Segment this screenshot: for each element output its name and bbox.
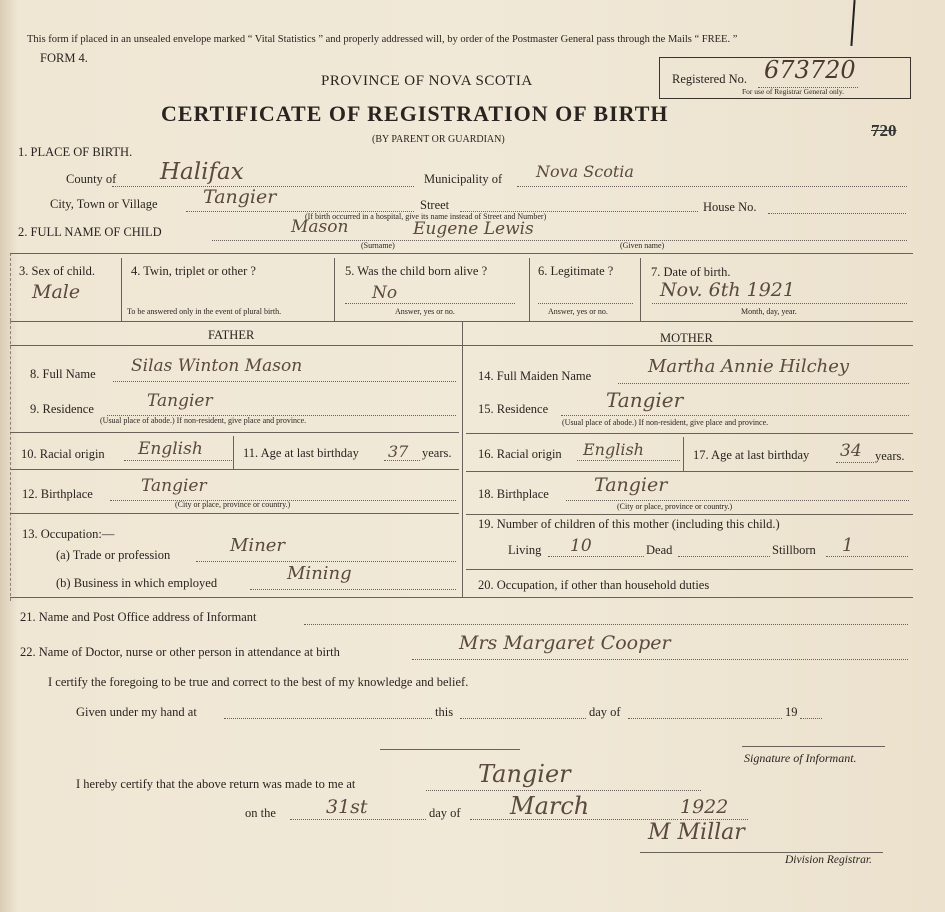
- this-label: this: [435, 705, 454, 719]
- dead-label: Dead: [646, 543, 673, 557]
- surname-caption: (Surname): [361, 241, 395, 250]
- father-business-label: (b) Business in which employed: [56, 576, 218, 590]
- certify-text: I certify the foregoing to be true and correct to the best of my knowledge and belief.: [48, 675, 469, 689]
- day-of-label-2: day of: [429, 806, 461, 820]
- mother-age-value: 34: [840, 441, 862, 461]
- informant-signature-caption: Signature of Informant.: [744, 751, 857, 765]
- mother-name-label: 14. Full Maiden Name: [478, 369, 592, 383]
- house-number-label: House No.: [703, 200, 757, 214]
- mother-residence-note: (Usual place of abode.) If non-resident, give place and province.: [562, 418, 769, 427]
- father-name-label: 8. Full Name: [30, 367, 96, 381]
- on-month-value: March: [510, 792, 590, 820]
- father-trade-value: Miner: [230, 535, 286, 556]
- ink-stroke: [850, 0, 855, 46]
- mother-years-label: years.: [875, 449, 905, 463]
- day-of-label: day of: [589, 705, 621, 719]
- corner-number: 720: [871, 121, 897, 140]
- father-business-value: Mining: [287, 563, 352, 584]
- father-heading: FATHER: [208, 328, 255, 342]
- legitimate-note: Answer, yes or no.: [548, 307, 608, 316]
- born-alive-label: 5. Was the child born alive ?: [345, 264, 488, 278]
- father-birthplace-label: 12. Birthplace: [22, 487, 93, 501]
- mother-residence-value: Tangier: [606, 388, 684, 412]
- attendant-value: Mrs Margaret Cooper: [459, 632, 671, 654]
- municipality-label: Municipality of: [424, 172, 503, 186]
- certificate-title: CERTIFICATE OF REGISTRATION OF BIRTH: [161, 101, 669, 126]
- registrar-note: For use of Registrar General only.: [742, 87, 844, 96]
- father-residence-note: (Usual place of abode.) If non-resident, give place and province.: [100, 416, 307, 425]
- on-day-value: 31st: [326, 796, 368, 818]
- registrar-signature: M Millar: [648, 820, 745, 845]
- city-value: Tangier: [203, 186, 277, 208]
- form-number: FORM 4.: [40, 51, 88, 65]
- legitimate-label: 6. Legitimate ?: [538, 264, 614, 278]
- father-residence-value: Tangier: [147, 391, 213, 411]
- postal-notice: This form if placed in an unsealed envelope marked “ Vital Statistics ” and properly addressed will, by order of the Postmaster General pass through the Mails “ FREE. ”: [27, 34, 738, 45]
- registered-number-value: 673720: [764, 56, 856, 84]
- sex-value: Male: [32, 281, 81, 303]
- living-label: Living: [508, 543, 542, 557]
- year-value: 1922: [680, 796, 729, 818]
- father-birthplace-value: Tangier: [141, 476, 207, 496]
- father-residence-label: 9. Residence: [30, 402, 94, 416]
- mother-racial-label: 16. Racial origin: [478, 447, 562, 461]
- certificate-subtitle: (BY PARENT OR GUARDIAN): [372, 134, 505, 145]
- twin-note: To be answered only in the event of plural birth.: [127, 307, 282, 316]
- stillborn-label: Stillborn: [772, 543, 816, 557]
- living-value: 10: [570, 536, 592, 556]
- mother-heading: MOTHER: [660, 331, 713, 345]
- on-the-label: on the: [245, 806, 276, 820]
- county-label: County of: [66, 172, 117, 186]
- father-occupation-label: 13. Occupation:—: [22, 527, 115, 541]
- mother-residence-label: 15. Residence: [478, 402, 549, 416]
- born-alive-value: No: [372, 283, 398, 303]
- twin-label: 4. Twin, triplet or other ?: [131, 264, 256, 278]
- mother-birthplace-label: 18. Birthplace: [478, 487, 549, 501]
- mother-birthplace-note: (City or place, province or country.): [617, 502, 733, 511]
- dob-label: 7. Date of birth.: [651, 265, 731, 279]
- stillborn-value: 1: [842, 535, 854, 556]
- father-age-label: 11. Age at last birthday: [243, 446, 359, 460]
- father-racial-value: English: [138, 439, 203, 459]
- year-prefix: 19: [785, 705, 798, 719]
- mother-racial-value: English: [583, 440, 644, 459]
- municipality-value: Nova Scotia: [536, 162, 634, 181]
- dob-note: Month, day, year.: [741, 307, 797, 316]
- mother-name-value: Martha Annie Hilchey: [648, 356, 850, 377]
- hereby-place: Tangier: [478, 760, 571, 788]
- county-value: Halifax: [160, 159, 244, 185]
- born-alive-note: Answer, yes or no.: [395, 307, 455, 316]
- father-age-value: 37: [388, 442, 409, 461]
- father-racial-label: 10. Racial origin: [21, 447, 105, 461]
- registered-number-label: Registered No.: [672, 72, 747, 86]
- place-of-birth-heading: 1. PLACE OF BIRTH.: [18, 145, 133, 159]
- registrar-caption: Division Registrar.: [785, 854, 872, 866]
- mother-children-label: 19. Number of children of this mother (including this child.): [478, 517, 780, 531]
- father-trade-label: (a) Trade or profession: [56, 548, 171, 562]
- given-name-caption: (Given name): [620, 241, 665, 250]
- father-birthplace-note: (City or place, province or country.): [175, 500, 291, 509]
- mother-age-label: 17. Age at last birthday: [693, 448, 810, 462]
- city-label: City, Town or Village: [50, 197, 158, 211]
- province-heading: PROVINCE OF NOVA SCOTIA: [321, 73, 533, 89]
- given-under-label: Given under my hand at: [76, 705, 197, 719]
- mother-birthplace-value: Tangier: [594, 474, 668, 496]
- mother-occupation-label: 20. Occupation, if other than household duties: [478, 578, 710, 592]
- child-surname: Mason: [291, 217, 349, 237]
- child-given-names: Eugene Lewis: [413, 219, 534, 239]
- street-label: Street: [420, 198, 450, 212]
- father-name-value: Silas Winton Mason: [131, 356, 303, 376]
- child-name-label: 2. FULL NAME OF CHILD: [18, 225, 162, 239]
- sex-label: 3. Sex of child.: [19, 264, 96, 278]
- informant-label: 21. Name and Post Office address of Informant: [20, 610, 257, 624]
- father-years-label: years.: [422, 446, 452, 460]
- hospital-note: (If birth occurred in a hospital, give its name instead of Street and Number): [305, 212, 547, 221]
- attendant-label: 22. Name of Doctor, nurse or other person in attendance at birth: [20, 645, 340, 659]
- dob-value: Nov. 6th 1921: [660, 279, 795, 301]
- hereby-text: I hereby certify that the above return was made to me at: [76, 777, 356, 791]
